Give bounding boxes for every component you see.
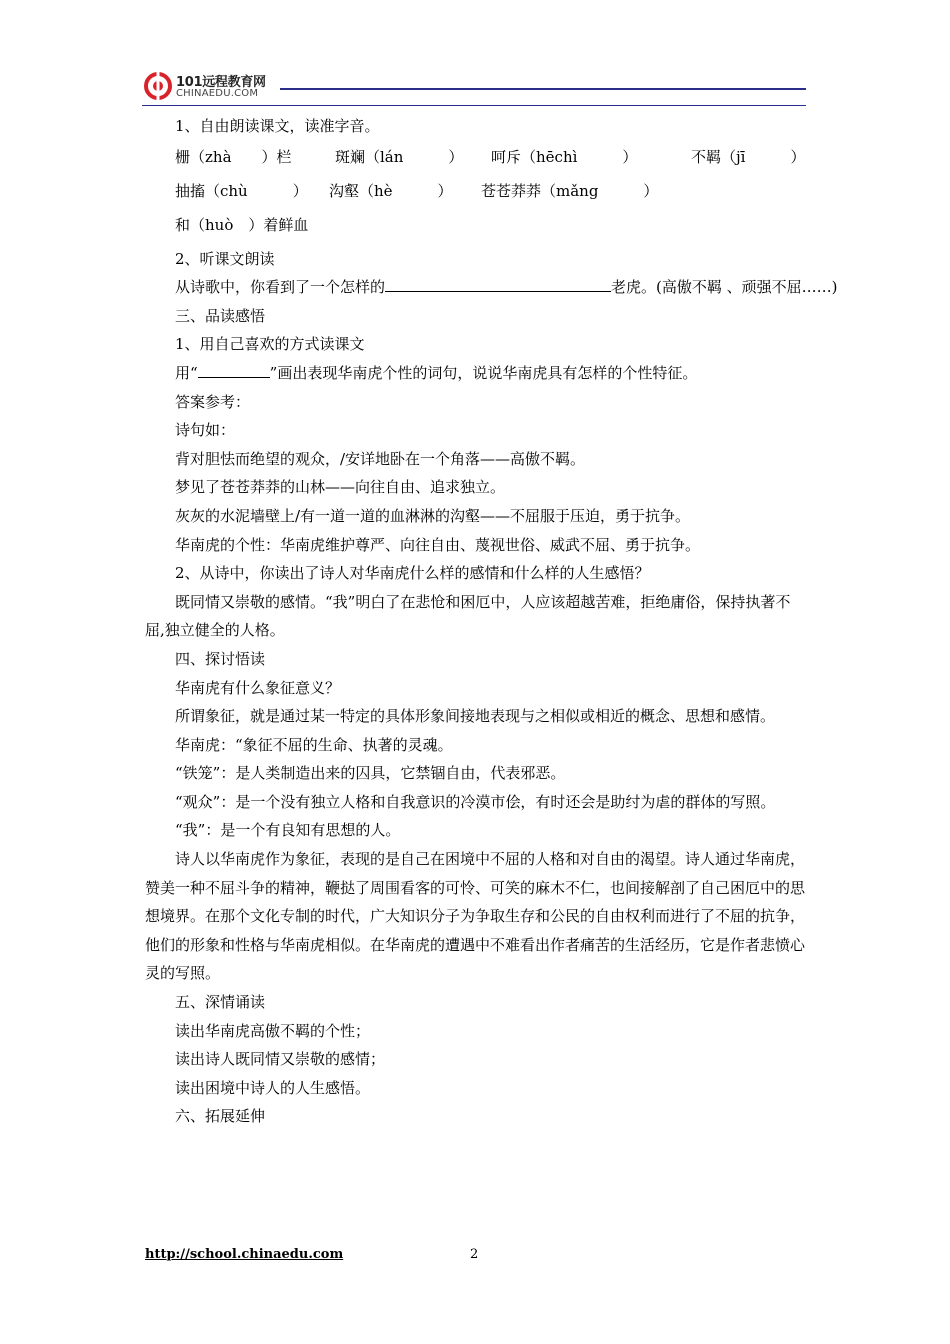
paragraph: 读出诗人既同情又崇敬的感情；	[175, 1050, 386, 1069]
pinyin-item: 斑斓（lán ）	[335, 147, 464, 166]
paragraph	[145, 359, 807, 388]
paragraph: 读出困境中诗人的人生感悟。	[175, 1078, 371, 1097]
pinyin-item: 沟壑（hè ）	[329, 181, 453, 200]
logo-text: 101远程教育网	[176, 75, 266, 90]
pinyin-row-1	[175, 143, 807, 177]
fill-blank	[385, 275, 611, 292]
header-rule-top	[280, 88, 806, 90]
pinyin-item: 苍苍莽莽（mǎng ）	[481, 181, 659, 200]
paragraph: 1、用自己喜欢的方式读课文	[175, 335, 365, 354]
section-heading: 六、拓展延伸	[175, 1107, 266, 1126]
pinyin-item: 不羁（jī ）	[691, 147, 806, 166]
paragraph: 华南虎的个性：华南虎维护尊严、向往自由、蔑视世俗、威武不屈、勇于抗争。	[175, 535, 701, 554]
paragraph: 所谓象征，就是通过某一特定的具体形象间接地表现与之相似或相近的概念、思想和感情。	[175, 707, 776, 726]
page-number: 2	[470, 1247, 479, 1262]
paragraph: 2、从诗中，你读出了诗人对华南虎什么样的感情和什么样的人生感悟？	[175, 564, 650, 583]
text-run: ”画出表现华南虎个性的词句，说说华南虎具有怎样的个性特征。	[269, 363, 698, 382]
text-run: 用“	[175, 363, 198, 382]
paragraph: 诗句如：	[175, 421, 236, 440]
logo-circle-icon	[144, 72, 172, 100]
fill-blank	[198, 361, 270, 378]
pinyin-item: 呵斥（hēchì ）	[491, 147, 638, 166]
section-heading: 五、深情诵读	[175, 993, 266, 1012]
section-heading: 2、听课文朗读	[175, 249, 275, 268]
pinyin-row-2	[175, 177, 807, 211]
paragraph: 背对胆怯而绝望的观众，/安详地卧在一个角落——高傲不羁。	[175, 449, 586, 468]
pinyin-item: 栅（zhà ）栏	[175, 147, 292, 166]
text-run: 从诗歌中，你看到了一个怎样的	[175, 278, 386, 297]
pinyin-item: 抽搐（chù ）	[175, 181, 308, 200]
page-footer	[145, 1247, 807, 1267]
paragraph: 华南虎有什么象征意义？	[175, 678, 341, 697]
section-heading: 1、自由朗读课文，读准字音。	[175, 117, 380, 135]
paragraph: “铁笼”：是人类制造出来的囚具，它禁锢自由，代表邪恶。	[175, 764, 566, 783]
chinaedu-logo	[142, 68, 282, 104]
paragraph: 灰灰的水泥墙壁上/有一道一道的血淋淋的沟壑——不屈服于压迫，勇于抗争。	[175, 506, 691, 525]
logo-subtext: CHINAEDU.COM	[176, 88, 259, 99]
paragraph: 华南虎：“象征不屈的生命、执著的灵魂。	[175, 735, 453, 754]
document-body	[145, 112, 838, 1131]
paragraph: 梦见了苍苍莽莽的山林——向往自由、追求独立。	[175, 478, 506, 497]
paragraph: “观众”：是一个没有独立人格和自我意识的冷漠市侩，有时还会是助纣为虐的群体的写照。	[175, 792, 776, 811]
paragraph: 诗人以华南虎作为象征，表现的是自己在困境中不屈的人格和对自由的渴望。诗人通过华南虎，赞美一种不屈斗争的精神，鞭挞了周围看客的可怜、可笑的麻木不仁，也间接解剖了自己困厄中的思想境界。在那个文化专制的时代，广大知识分子为争取生存和公民的自由权利而进行了不屈的抗争，他们的形象和性格与华南虎相似。在华南虎的遭遇中不难看出作者痛苦的生活经历，它是作者悲愤心灵的写照。	[145, 850, 806, 983]
header-rule-bottom	[142, 105, 806, 106]
paragraph: 答案参考：	[175, 392, 251, 411]
paragraph: 既同情又崇敬的感情。“我”明白了在悲怆和困厄中，人应该超越苦难，拒绝庸俗，保持执著不屈,独立健全的人格。	[145, 592, 791, 640]
pinyin-row-3	[175, 211, 807, 245]
section-heading: 三、品读感悟	[175, 306, 266, 325]
pinyin-item: 和（huò ）着鲜血	[175, 215, 309, 234]
text-run: 老虎。(高傲不羁 、顽强不屈……)	[611, 278, 838, 297]
page-header	[142, 66, 807, 106]
paragraph	[145, 273, 838, 302]
section-heading: 四、探讨悟读	[175, 649, 266, 668]
footer-link[interactable]: http://school.chinaedu.com	[145, 1247, 344, 1262]
paragraph: 读出华南虎高傲不羁的个性；	[175, 1021, 371, 1040]
paragraph: “我”：是一个有良知有思想的人。	[175, 821, 401, 840]
